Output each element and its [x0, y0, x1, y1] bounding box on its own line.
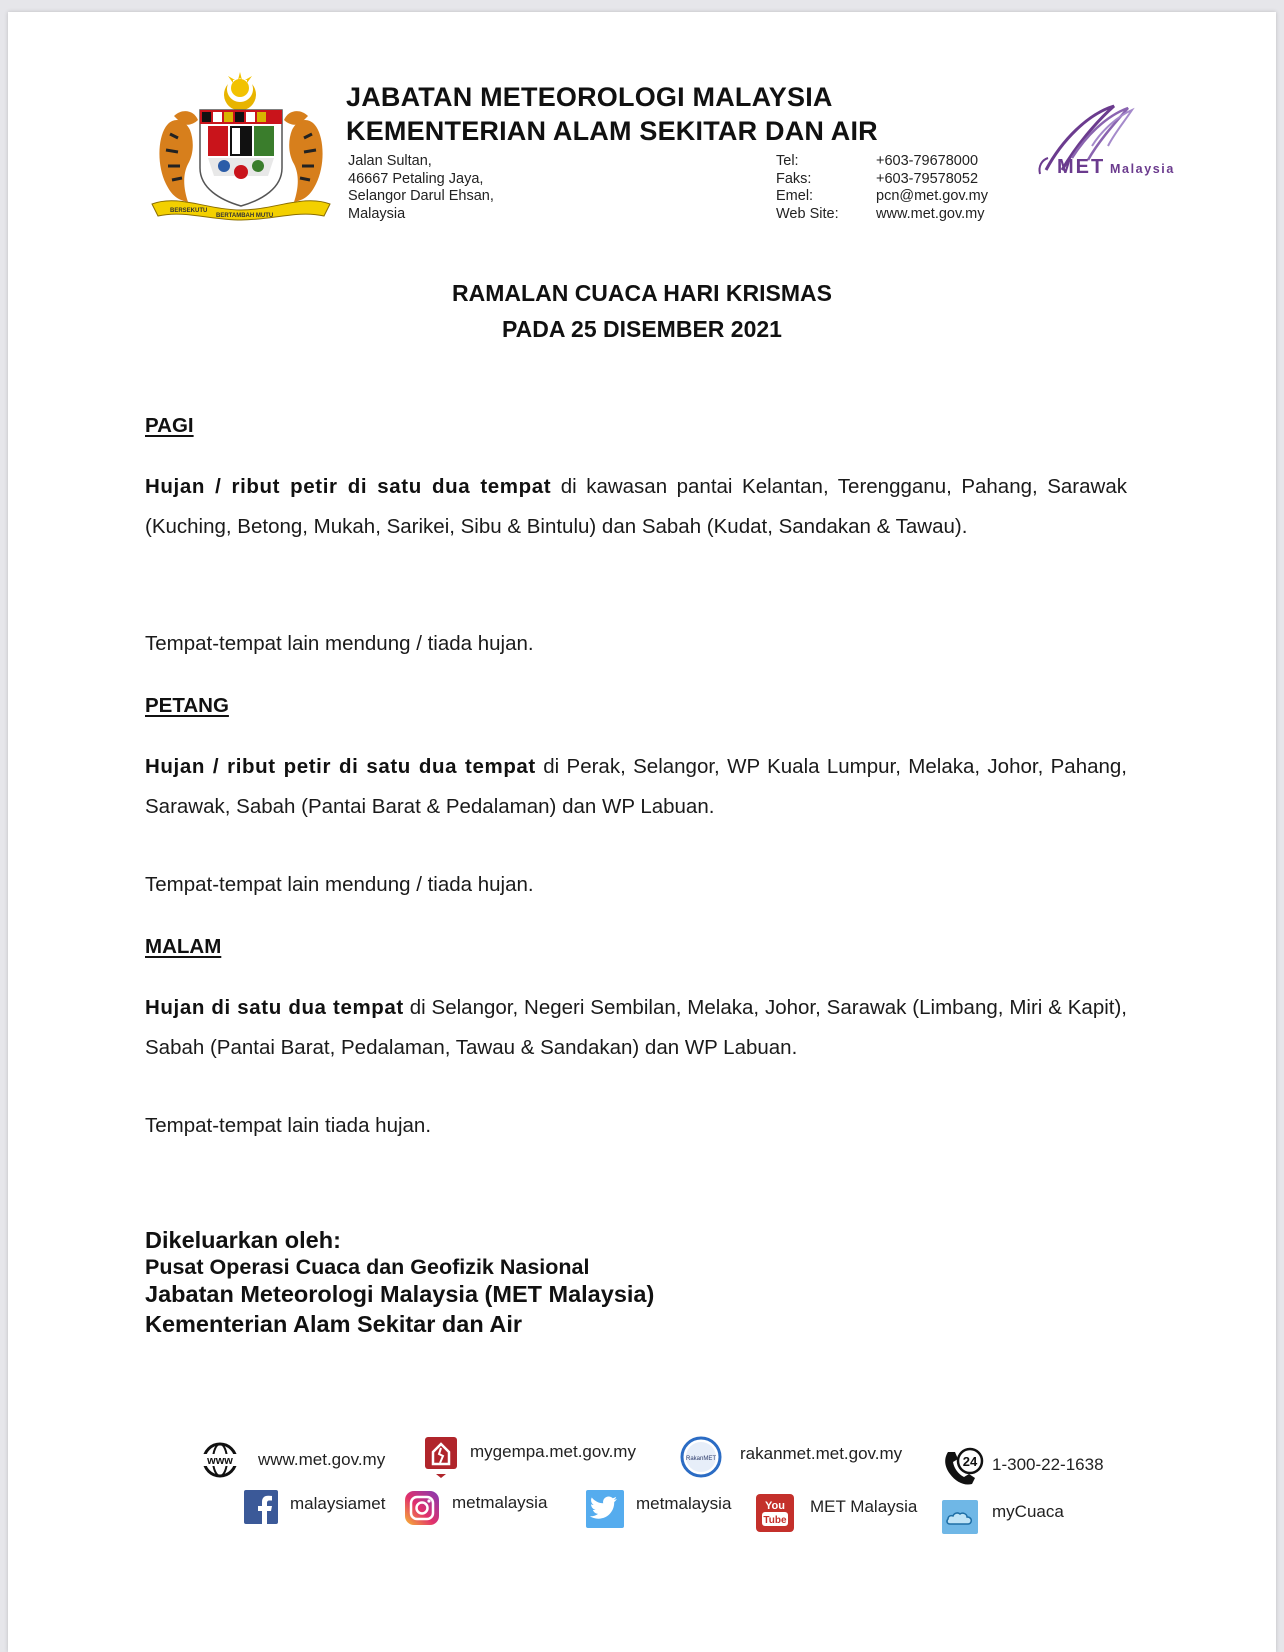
contact-label-website: Web Site: [776, 205, 839, 222]
malaysia-coat-of-arms-logo [148, 64, 334, 222]
footer-mygempa-text[interactable]: mygempa.met.gov.my [470, 1442, 636, 1461]
document-title: RAMALAN CUACA HARI KRISMAS [452, 280, 832, 306]
globe-www-icon [202, 1442, 238, 1478]
footer-twitter[interactable] [586, 1490, 731, 1528]
mygempa-icon [424, 1436, 458, 1478]
issuer-ministry: Kementerian Alam Sekitar dan Air [145, 1311, 522, 1337]
footer-website[interactable] [202, 1442, 385, 1478]
forecast-pagi [145, 467, 1127, 547]
youtube-icon-you: You [765, 1500, 785, 1512]
crest-motto-right: BERTAMBAH MUTU [216, 213, 274, 219]
met-logo-text: MET [1057, 156, 1106, 178]
footer-instagram[interactable] [404, 1490, 547, 1526]
mycuaca-cloud-icon [942, 1500, 978, 1534]
forecast-pagi-emphasis: Hujan / ribut petir di satu dua tempat [145, 475, 552, 498]
address-block [348, 153, 494, 223]
address-line: 46667 Petaling Jaya, [348, 170, 484, 187]
forecast-petang-emphasis: Hujan / ribut petir di satu dua tempat [145, 755, 536, 778]
youtube-icon-tube: Tube [763, 1515, 787, 1526]
footer-youtube-text[interactable]: MET Malaysia [810, 1497, 918, 1516]
forecast-malam-text: di Selangor, Negeri Sembilan, Melaka, Johor, Sarawak (Limbang, Miri & Kapit), Sabah (Pantai Barat, Pedalaman, Tawau & Sandakan) dan WP Labuan. [145, 996, 1127, 1059]
ministry-name: KEMENTERIAN ALAM SEKITAR DAN AIR [346, 116, 878, 146]
footer-instagram-text[interactable]: metmalaysia [452, 1493, 548, 1512]
twitter-icon [586, 1490, 624, 1528]
address-line: Selangor Darul Ehsan, [348, 188, 494, 204]
document-date: PADA 25 DISEMBER 2021 [502, 316, 782, 342]
address-line: Jalan Sultan, [348, 153, 432, 169]
forecast-malam [145, 988, 1127, 1068]
contact-label-fax: Faks: [776, 170, 812, 187]
contact-block [776, 153, 988, 223]
www-icon-text: www [207, 1455, 233, 1467]
instagram-icon [404, 1490, 440, 1526]
footer-website-text[interactable]: www.met.gov.my [258, 1450, 386, 1469]
contact-value-fax: +603-79578052 [876, 170, 979, 187]
rakanmet-icon-text: RakanMET [685, 1456, 717, 1462]
footer-hotline[interactable] [942, 1444, 1104, 1486]
footer-mycuaca[interactable] [942, 1500, 1064, 1534]
forecast-pagi-text: di kawasan pantai Kelantan, Terengganu, Pahang, Sarawak (Kuching, Betong, Mukah, Sarikei, Sibu & Bintulu) dan Sabah (Kudat, Sandakan & Tawau). [145, 475, 1127, 538]
document-page [8, 12, 1276, 1652]
contact-value-email[interactable]: pcn@met.gov.my [876, 188, 988, 204]
footer-rakanmet-text[interactable]: rakanmet.met.gov.my [740, 1444, 903, 1463]
footer-hotline-text[interactable]: 1-300-22-1638 [992, 1455, 1104, 1474]
forecast-petang-text: di Perak, Selangor, WP Kuala Lumpur, Melaka, Johor, Pahang, Sarawak, Sabah (Pantai Barat & Pedalaman) dan WP Labuan. [145, 755, 1127, 818]
facebook-icon [244, 1490, 278, 1524]
section-heading-petang: PETANG [145, 694, 229, 717]
forecast-petang-other: Tempat-tempat lain mendung / tiada hujan. [145, 873, 534, 896]
met-malaysia-logo [1032, 100, 1202, 190]
address-line: Malaysia [348, 205, 406, 222]
contact-label-tel: Tel: [776, 153, 799, 169]
forecast-pagi-other: Tempat-tempat lain mendung / tiada hujan. [145, 632, 534, 655]
met-logo-subtext: Malaysia [1110, 162, 1175, 176]
footer-mycuaca-text[interactable]: myCuaca [992, 1502, 1064, 1521]
section-heading-pagi: PAGI [145, 414, 194, 437]
footer-mygempa[interactable] [424, 1436, 636, 1478]
section-heading-malam: MALAM [145, 935, 222, 958]
forecast-malam-emphasis: Hujan di satu dua tempat [145, 996, 404, 1019]
issuer-centre: Pusat Operasi Cuaca dan Geofizik Nasional [145, 1255, 590, 1279]
issuer-department: Jabatan Meteorologi Malaysia (MET Malaysia) [145, 1281, 655, 1307]
forecast-petang [145, 747, 1127, 827]
footer-facebook-text[interactable]: malaysiamet [290, 1494, 386, 1513]
crest-motto-left: BERSEKUTU [170, 208, 208, 214]
contact-value-tel: +603-79678000 [876, 153, 979, 169]
footer-facebook[interactable] [244, 1490, 385, 1524]
youtube-icon [756, 1494, 794, 1532]
issued-by-label: Dikeluarkan oleh: [145, 1227, 341, 1253]
contact-value-website[interactable]: www.met.gov.my [876, 205, 985, 222]
phone-24-hour-icon [942, 1444, 988, 1486]
hotline-icon-text: 24 [962, 1454, 978, 1469]
forecast-malam-other: Tempat-tempat lain tiada hujan. [145, 1114, 432, 1137]
organization-name: JABATAN METEOROLOGI MALAYSIA [346, 82, 833, 112]
contact-label-email: Emel: [776, 188, 814, 204]
footer-rakanmet[interactable] [680, 1436, 902, 1478]
footer-youtube[interactable] [756, 1494, 917, 1532]
rakanmet-icon [680, 1436, 722, 1478]
footer-twitter-text[interactable]: metmalaysia [636, 1494, 732, 1513]
